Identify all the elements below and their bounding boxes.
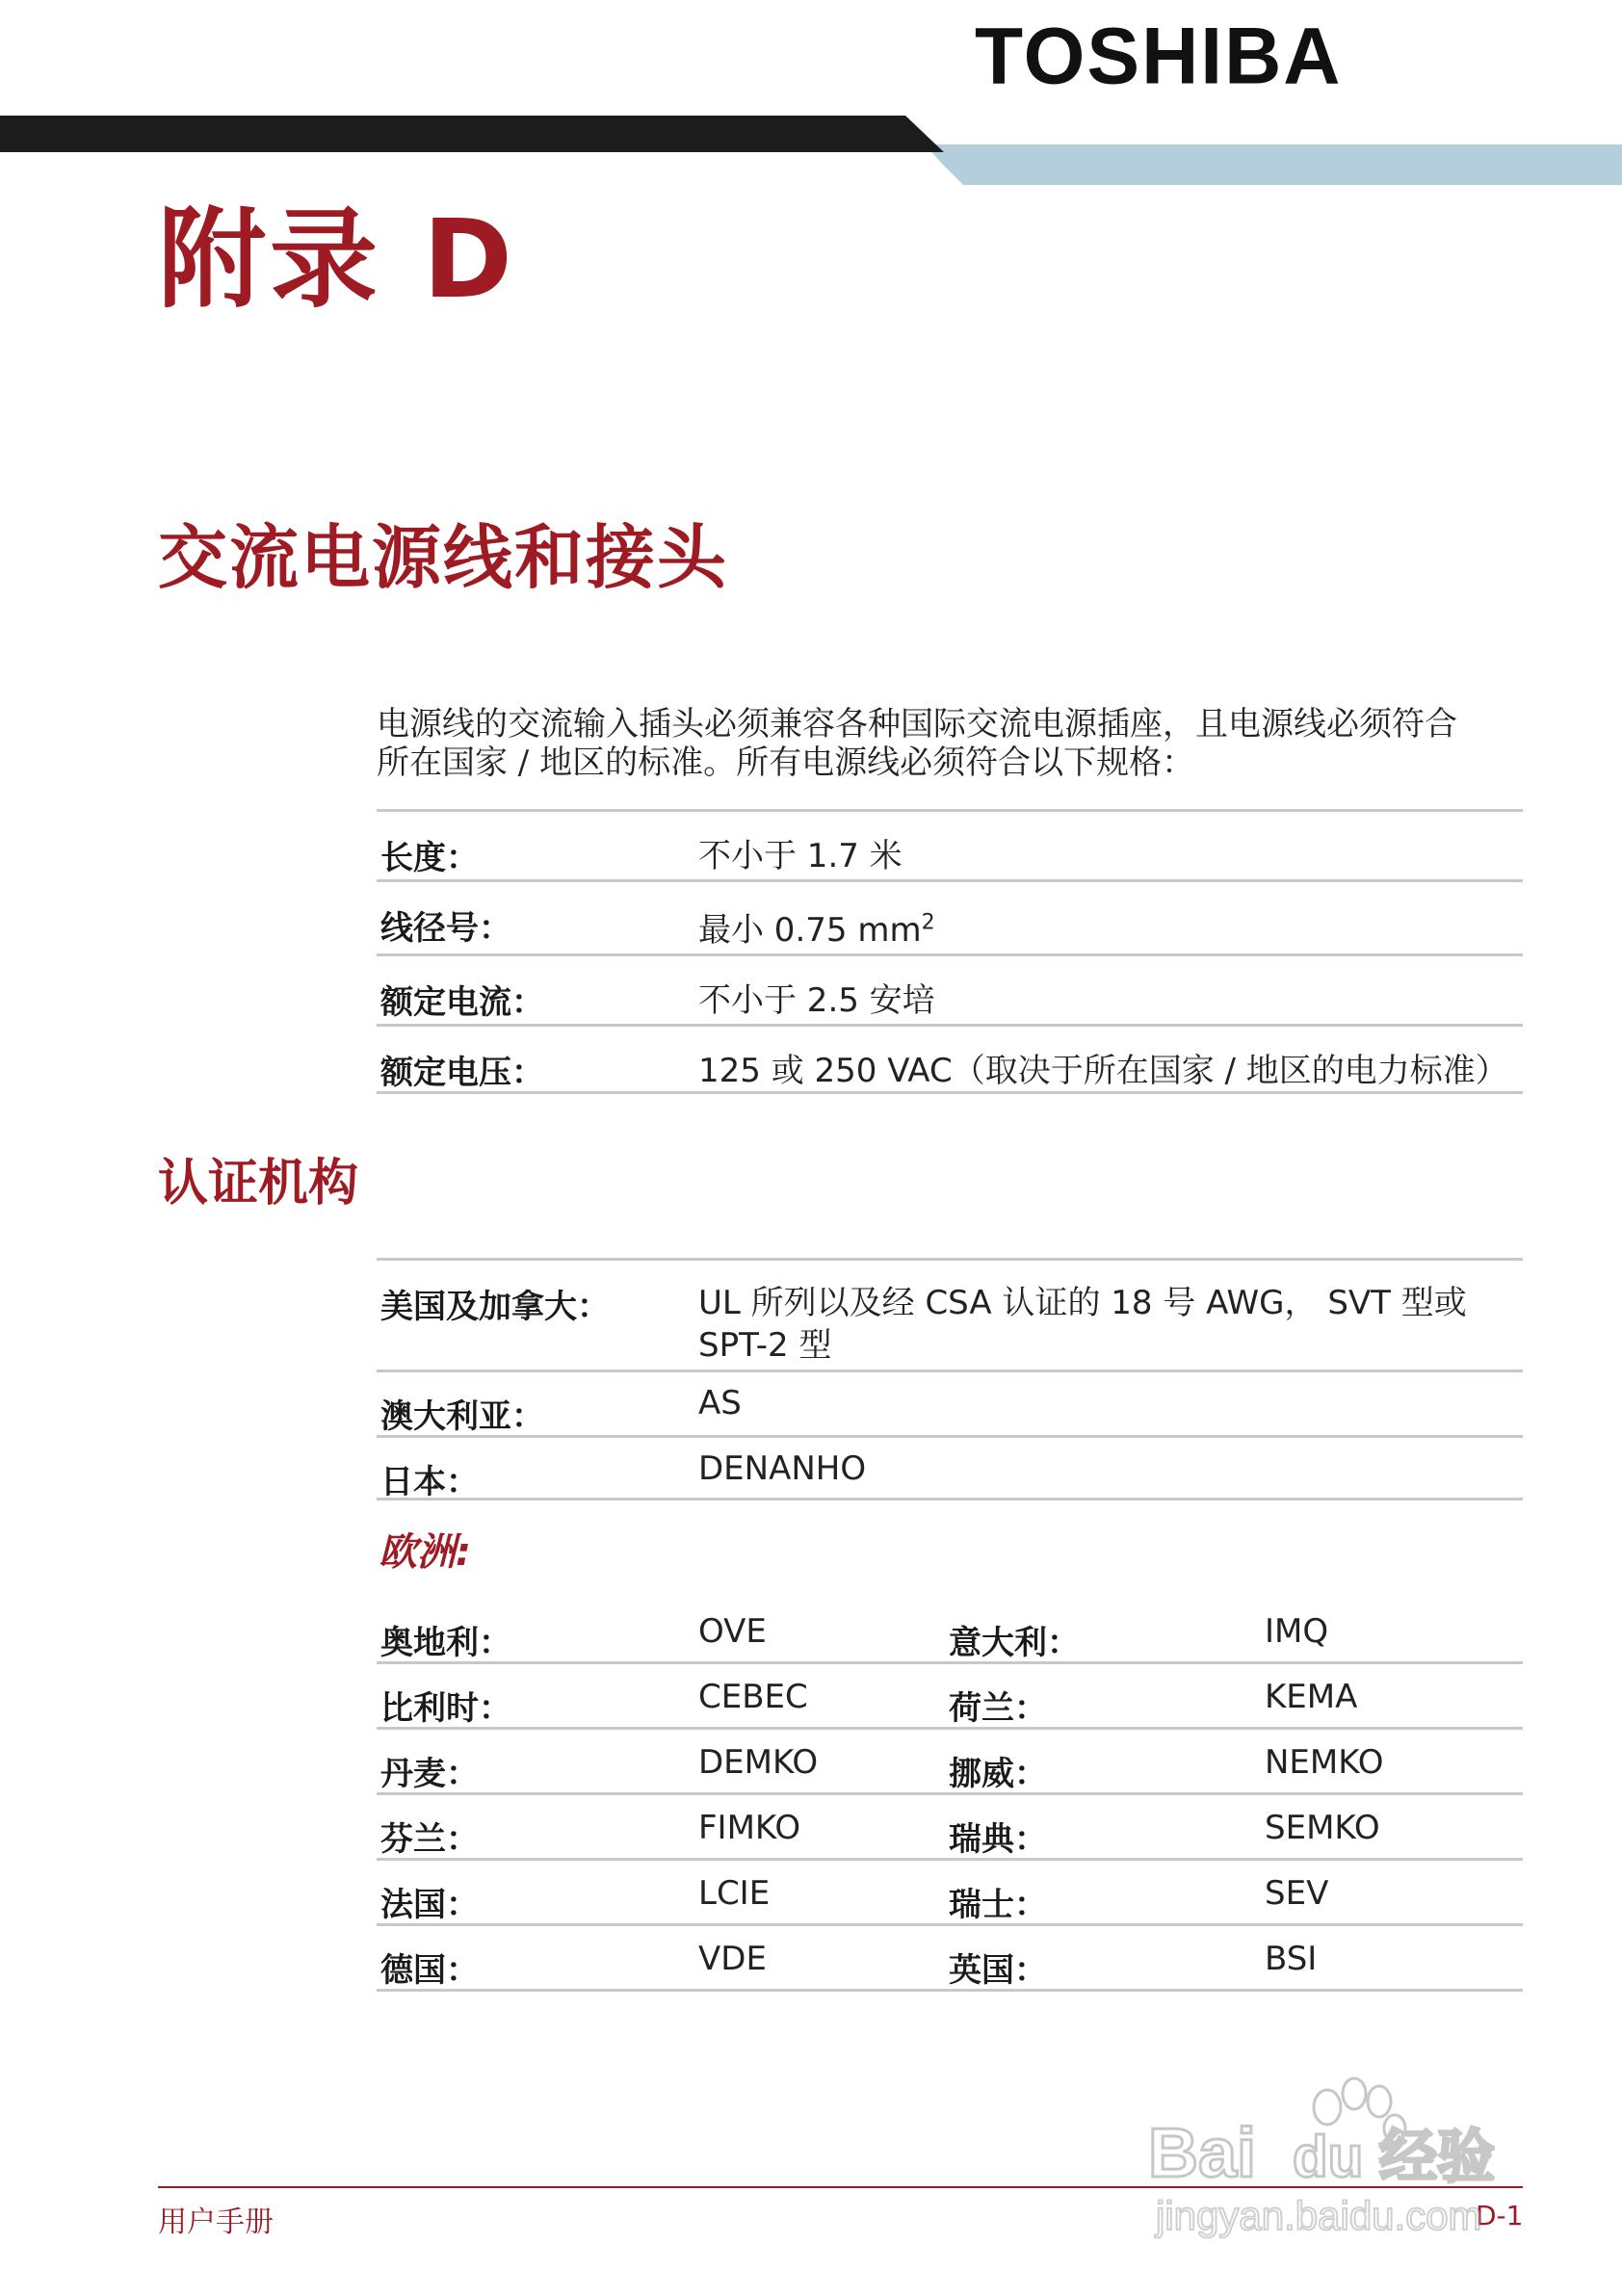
cert-row-australia bbox=[377, 1370, 1523, 1435]
toshiba-logo: TOSHIBA bbox=[975, 12, 1343, 101]
intro-paragraph bbox=[377, 705, 1523, 782]
agency-value: IMQ bbox=[1265, 1612, 1329, 1651]
europe-row bbox=[377, 1664, 1523, 1730]
spec-row-length bbox=[377, 809, 1523, 879]
country-label: 意大利： bbox=[949, 1624, 1080, 1662]
country-label: 芬兰： bbox=[380, 1820, 479, 1859]
cert-row-us-canada bbox=[377, 1258, 1523, 1370]
spec-row-gauge bbox=[377, 879, 1523, 953]
svg-text:jingyan.baidu.com: jingyan.baidu.com bbox=[1156, 2193, 1482, 2238]
cert-value-line-1: UL 所列以及经 CSA 认证的 18 号 AWG， SVT 型或 bbox=[698, 1284, 1467, 1322]
spec-value: 不小于 1.7 米 bbox=[698, 837, 903, 875]
europe-row bbox=[377, 1795, 1523, 1861]
cert-label: 澳大利亚： bbox=[380, 1397, 544, 1436]
country-label: 英国： bbox=[949, 1951, 1047, 1990]
spec-row-current bbox=[377, 953, 1523, 1024]
europe-table bbox=[377, 1599, 1523, 1992]
agency-value: BSI bbox=[1265, 1940, 1318, 1978]
header-dark-band bbox=[0, 116, 944, 152]
section-title: 交流电源线和接头 bbox=[158, 517, 729, 598]
header-light-band bbox=[925, 144, 1622, 185]
agency-value: VDE bbox=[698, 1940, 767, 1978]
europe-row bbox=[377, 1861, 1523, 1926]
svg-text:经验: 经验 bbox=[1379, 2124, 1495, 2191]
spec-label: 额定电压： bbox=[380, 1054, 544, 1092]
intro-line-1: 电源线的交流输入插头必须兼容各种国际交流电源插座，且电源线必须符合 bbox=[377, 705, 1457, 744]
agency-value: FIMKO bbox=[698, 1809, 801, 1847]
appendix-title: 附录 D bbox=[158, 197, 516, 323]
svg-text:Bai: Bai bbox=[1148, 2115, 1257, 2192]
europe-row bbox=[377, 1730, 1523, 1795]
country-label: 瑞士： bbox=[949, 1886, 1047, 1924]
europe-row bbox=[377, 1926, 1523, 1992]
country-label: 挪威： bbox=[949, 1755, 1047, 1793]
country-label: 德国： bbox=[380, 1951, 479, 1990]
country-label: 奥地利： bbox=[380, 1624, 511, 1662]
cert-table bbox=[377, 1258, 1523, 1500]
baidu-watermark-icon bbox=[1148, 2051, 1524, 2244]
cert-value: DENANHO bbox=[698, 1449, 867, 1488]
agency-value: NEMKO bbox=[1265, 1743, 1384, 1782]
gauge-superscript: 2 bbox=[921, 910, 935, 935]
agency-value: LCIE bbox=[698, 1874, 771, 1913]
spec-value: 不小于 2.5 安培 bbox=[698, 981, 935, 1020]
footer-manual-label: 用户手册 bbox=[158, 2205, 274, 2239]
europe-heading: 欧洲: bbox=[379, 1530, 471, 1575]
country-label: 瑞典： bbox=[949, 1820, 1047, 1859]
europe-row bbox=[377, 1599, 1523, 1664]
intro-line-2: 所在国家 / 地区的标准。所有电源线必须符合以下规格： bbox=[377, 744, 1195, 782]
country-label: 荷兰： bbox=[949, 1689, 1047, 1728]
agency-value: OVE bbox=[698, 1612, 767, 1651]
agency-value: CEBEC bbox=[698, 1678, 808, 1716]
spec-value: 125 或 250 VAC（取决于所在国家 / 地区的电力标准） bbox=[698, 1052, 1508, 1090]
spec-value bbox=[698, 903, 935, 951]
cert-title: 认证机构 bbox=[158, 1155, 359, 1213]
agency-value: SEMKO bbox=[1265, 1809, 1380, 1847]
agency-value: KEMA bbox=[1265, 1678, 1358, 1716]
spec-row-voltage bbox=[377, 1024, 1523, 1094]
page-number: D-1 bbox=[1476, 2200, 1524, 2231]
cert-row-japan bbox=[377, 1435, 1523, 1500]
agency-value: DEMKO bbox=[698, 1743, 819, 1782]
country-label: 丹麦： bbox=[380, 1755, 479, 1793]
svg-text:du: du bbox=[1293, 2125, 1364, 2189]
spec-label: 长度： bbox=[380, 839, 479, 877]
gauge-value-text: 最小 0.75 mm bbox=[698, 911, 922, 950]
spec-label: 线径号： bbox=[380, 909, 511, 948]
country-label: 比利时： bbox=[380, 1689, 511, 1728]
spec-table bbox=[377, 809, 1523, 1094]
agency-value: SEV bbox=[1265, 1874, 1329, 1913]
cert-value: AS bbox=[698, 1384, 742, 1422]
cert-label: 美国及加拿大： bbox=[380, 1288, 610, 1326]
cert-value-line-2: SPT-2 型 bbox=[698, 1326, 832, 1365]
country-label: 法国： bbox=[380, 1886, 479, 1924]
cert-label: 日本： bbox=[380, 1463, 479, 1501]
spec-label: 额定电流： bbox=[380, 983, 544, 1022]
